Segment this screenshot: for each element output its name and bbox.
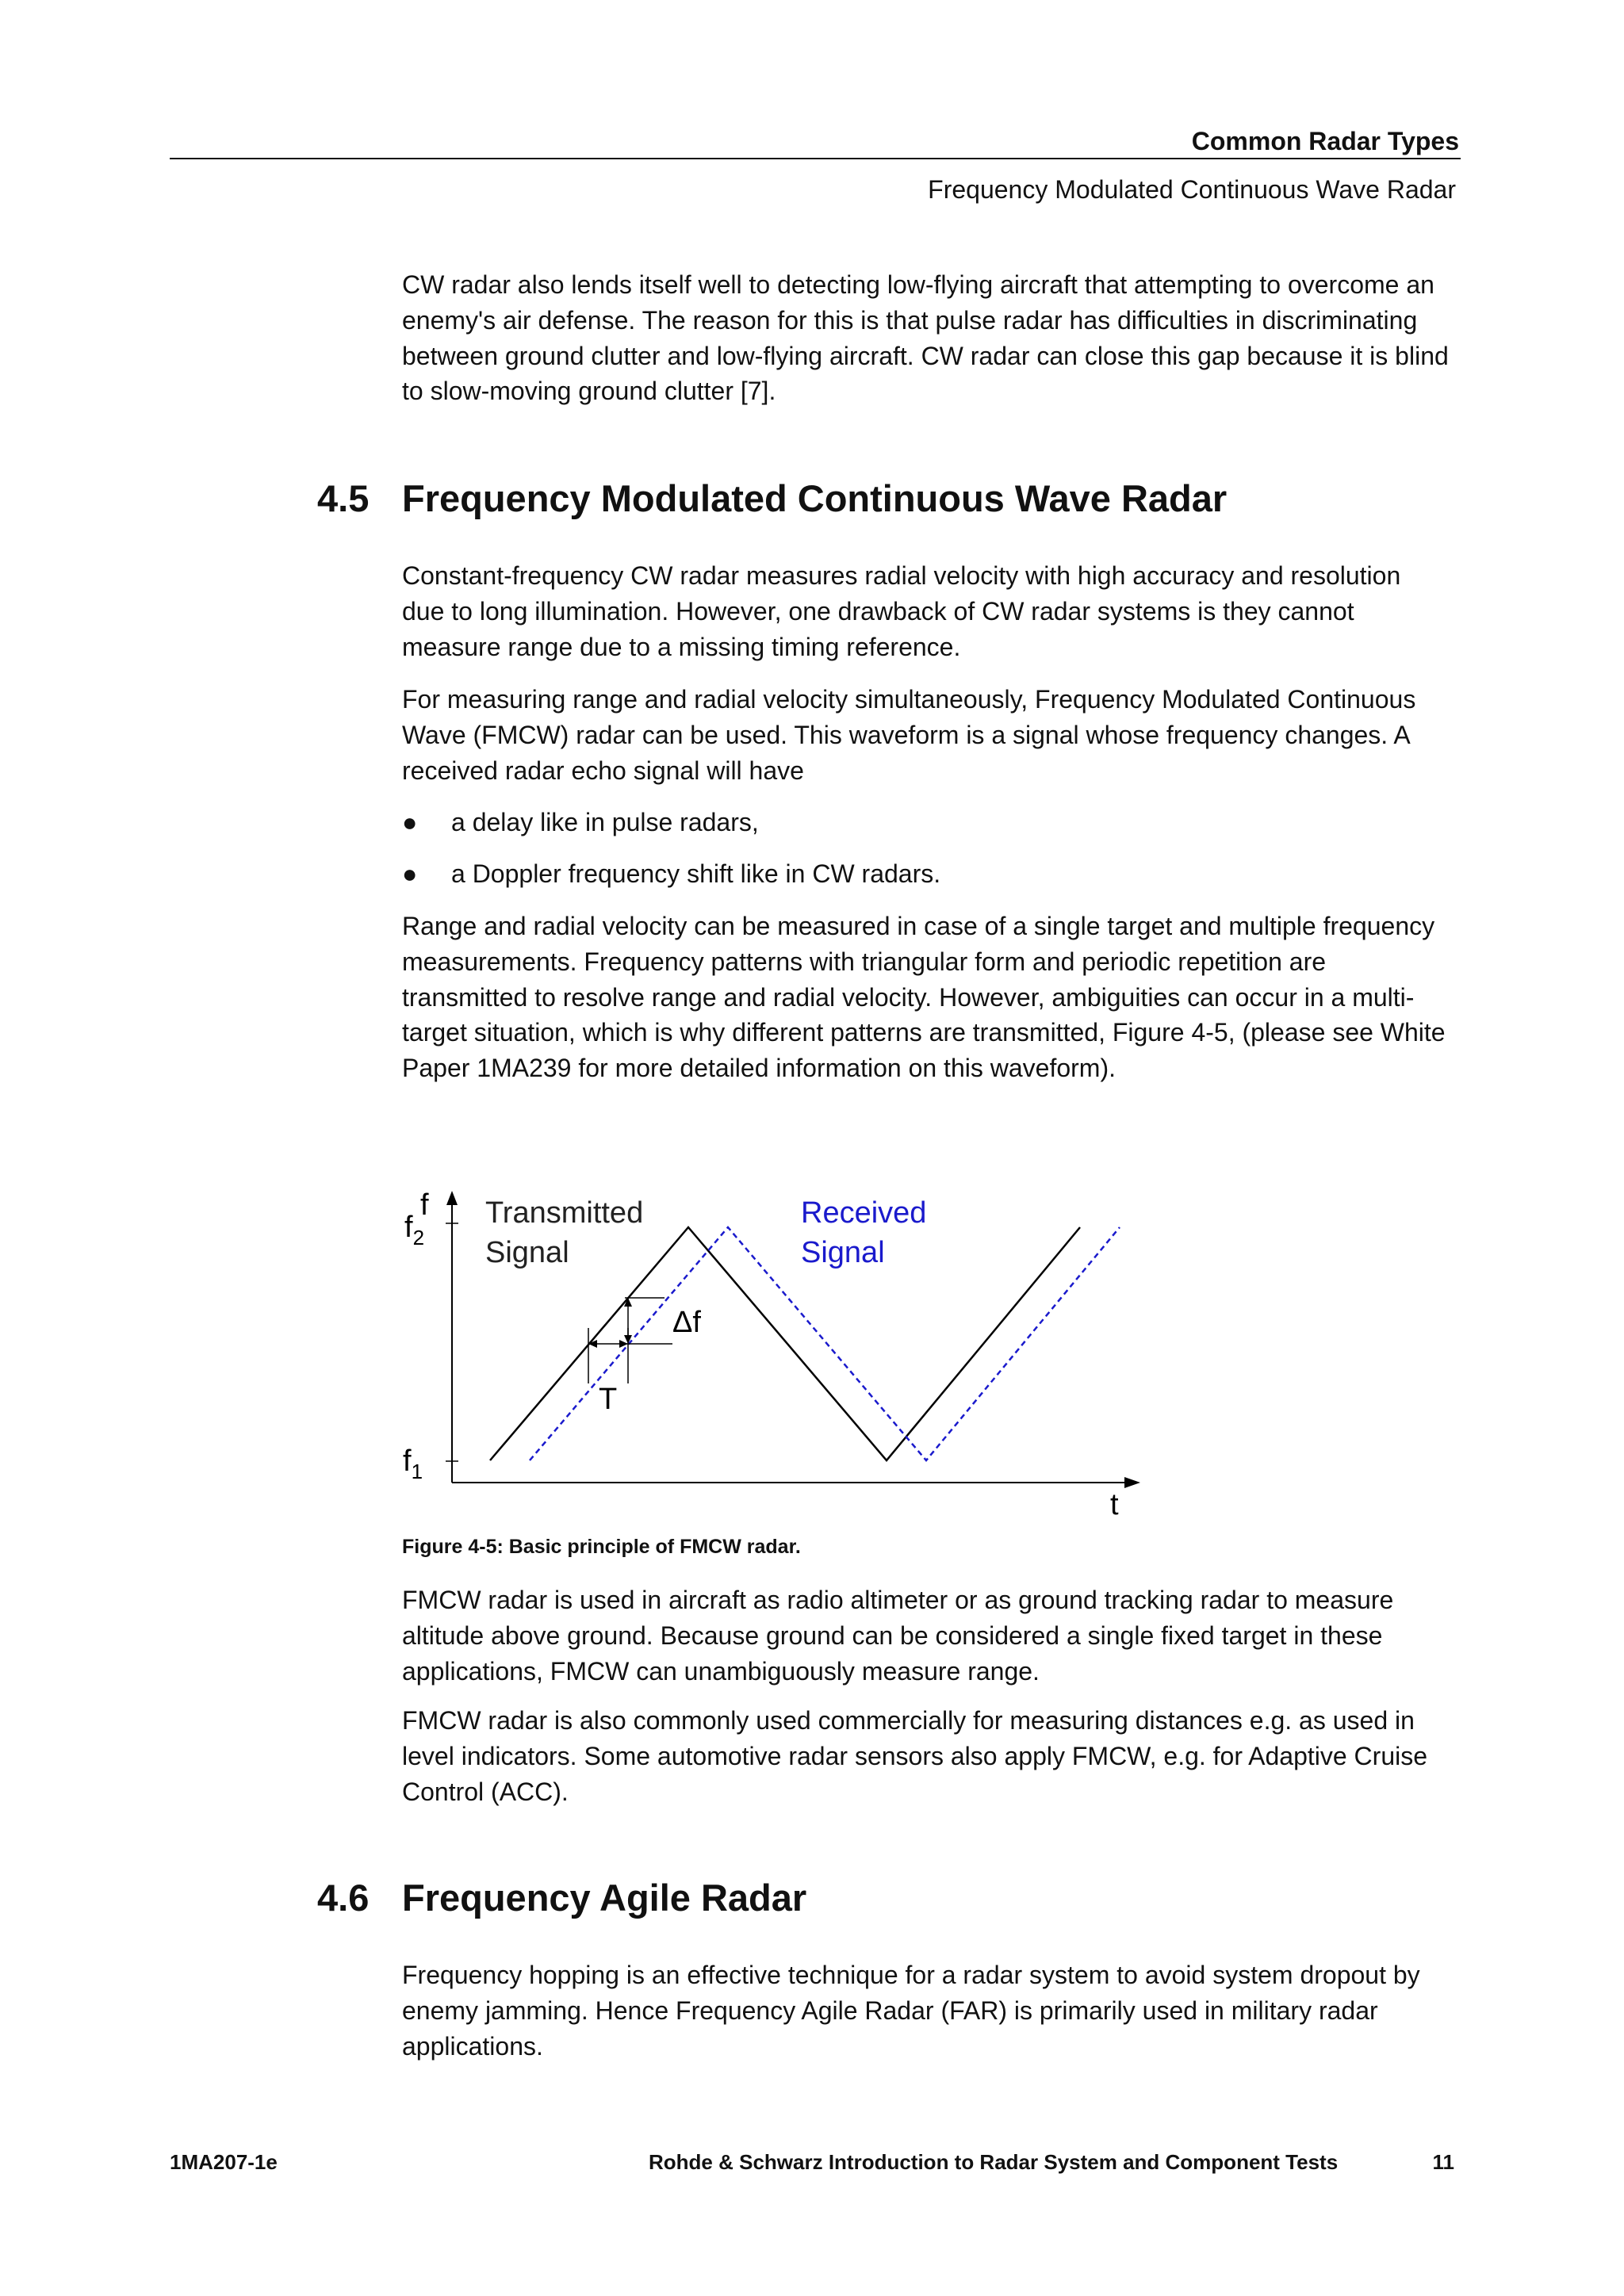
bullet-item (402, 808, 759, 837)
figure-caption: Figure 4-5: Basic principle of FMCW radar. (402, 1536, 801, 1558)
bullet-text: a Doppler frequency shift like in CW radars. (451, 859, 941, 888)
section-number: 4.5 (317, 477, 370, 519)
x-axis-label: t (1110, 1488, 1119, 1521)
footer-doc-title: Rohde & Schwarz Introduction to Radar System and Component Tests (649, 2150, 1339, 2174)
bullet-item (402, 859, 940, 889)
y-axis-label: f (420, 1188, 429, 1222)
header-divider (170, 158, 1461, 159)
transmitted-signal-line (490, 1227, 1080, 1460)
section-heading-4-5 (317, 476, 1227, 520)
paragraph: Range and radial velocity can be measured in case of a single target and multiple frequency measurements. Frequency patterns with triangular form and periodic repetition are transmitted to resolve range and radial velocity. However, ambiguities can occur in a multi-target situation, which is why different patterns are transmitted, Figure 4-5, (please see White Paper 1MA239 for more detailed information on this waveform). (402, 912, 1446, 1083)
delay-label: T (599, 1383, 618, 1416)
paragraph: Constant-frequency CW radar measures radial velocity with high accuracy and resolution due to long illumination. However, one drawback of CW radar systems is they cannot measure range due to a missing timing reference. (402, 561, 1401, 661)
footer-page-number: 11 (1432, 2150, 1454, 2174)
bullet-text: a delay like in pulse radars, (451, 808, 759, 836)
f2-label: $f_2$ (404, 1211, 425, 1249)
bullet-dot-icon: ● (402, 808, 418, 836)
transmitted-label: Transmitted (485, 1196, 644, 1230)
bullet-dot-icon: ● (402, 859, 418, 888)
transmitted-label: Signal (485, 1236, 569, 1269)
section-heading-4-6 (317, 1876, 806, 1919)
running-header-subtitle: Frequency Modulated Continuous Wave Radar (928, 175, 1456, 204)
section-number: 4.6 (317, 1877, 370, 1919)
intro-paragraph: CW radar also lends itself well to detecting low-flying aircraft that attempting to overcome an enemy's air defense. The reason for this is that pulse radar has difficulties in discriminating between ground clutter and low-flying aircraft. CW radar can close this gap because it is blind to slow-moving ground clutter [7]. (402, 270, 1449, 406)
f1-label: $f_1$ (403, 1445, 423, 1483)
paragraph: For measuring range and radial velocity simultaneously, Frequency Modulated Continuous Wave (FMCW) radar can be used. This waveform is a signal whose frequency changes. A received radar echo signal will have (402, 685, 1416, 785)
paragraph: Frequency hopping is an effective technique for a radar system to avoid system dropout by enemy jamming. Hence Frequency Agile Radar (FAR) is primarily used in military radar applications. (402, 1961, 1420, 2061)
arrow-right-icon (619, 1340, 628, 1348)
fmcw-diagram (389, 1173, 1150, 1522)
section-title: Frequency Agile Radar (402, 1877, 807, 1919)
paragraph: FMCW radar is used in aircraft as radio altimeter or as ground tracking radar to measure altitude above ground. Because ground can be considered a single fixed target in these applications, FMCW can unambiguously measure range. (402, 1586, 1394, 1686)
paragraph: FMCW radar is also commonly used commercially for measuring distances e.g. as used in level indicators. Some automotive radar sensors also apply FMCW, e.g. for Adaptive Cruise Control (ACC). (402, 1706, 1428, 1806)
footer-doc-id: 1MA207-1e (170, 2150, 278, 2174)
section-title: Frequency Modulated Continuous Wave Radar (402, 477, 1228, 519)
received-label: Received (801, 1196, 927, 1230)
y-axis-arrow-icon (446, 1191, 458, 1205)
running-header-title: Common Radar Types (1191, 127, 1459, 155)
x-axis-arrow-icon (1124, 1477, 1140, 1488)
delta-f-label: Δf (672, 1306, 701, 1339)
received-label: Signal (801, 1236, 885, 1269)
